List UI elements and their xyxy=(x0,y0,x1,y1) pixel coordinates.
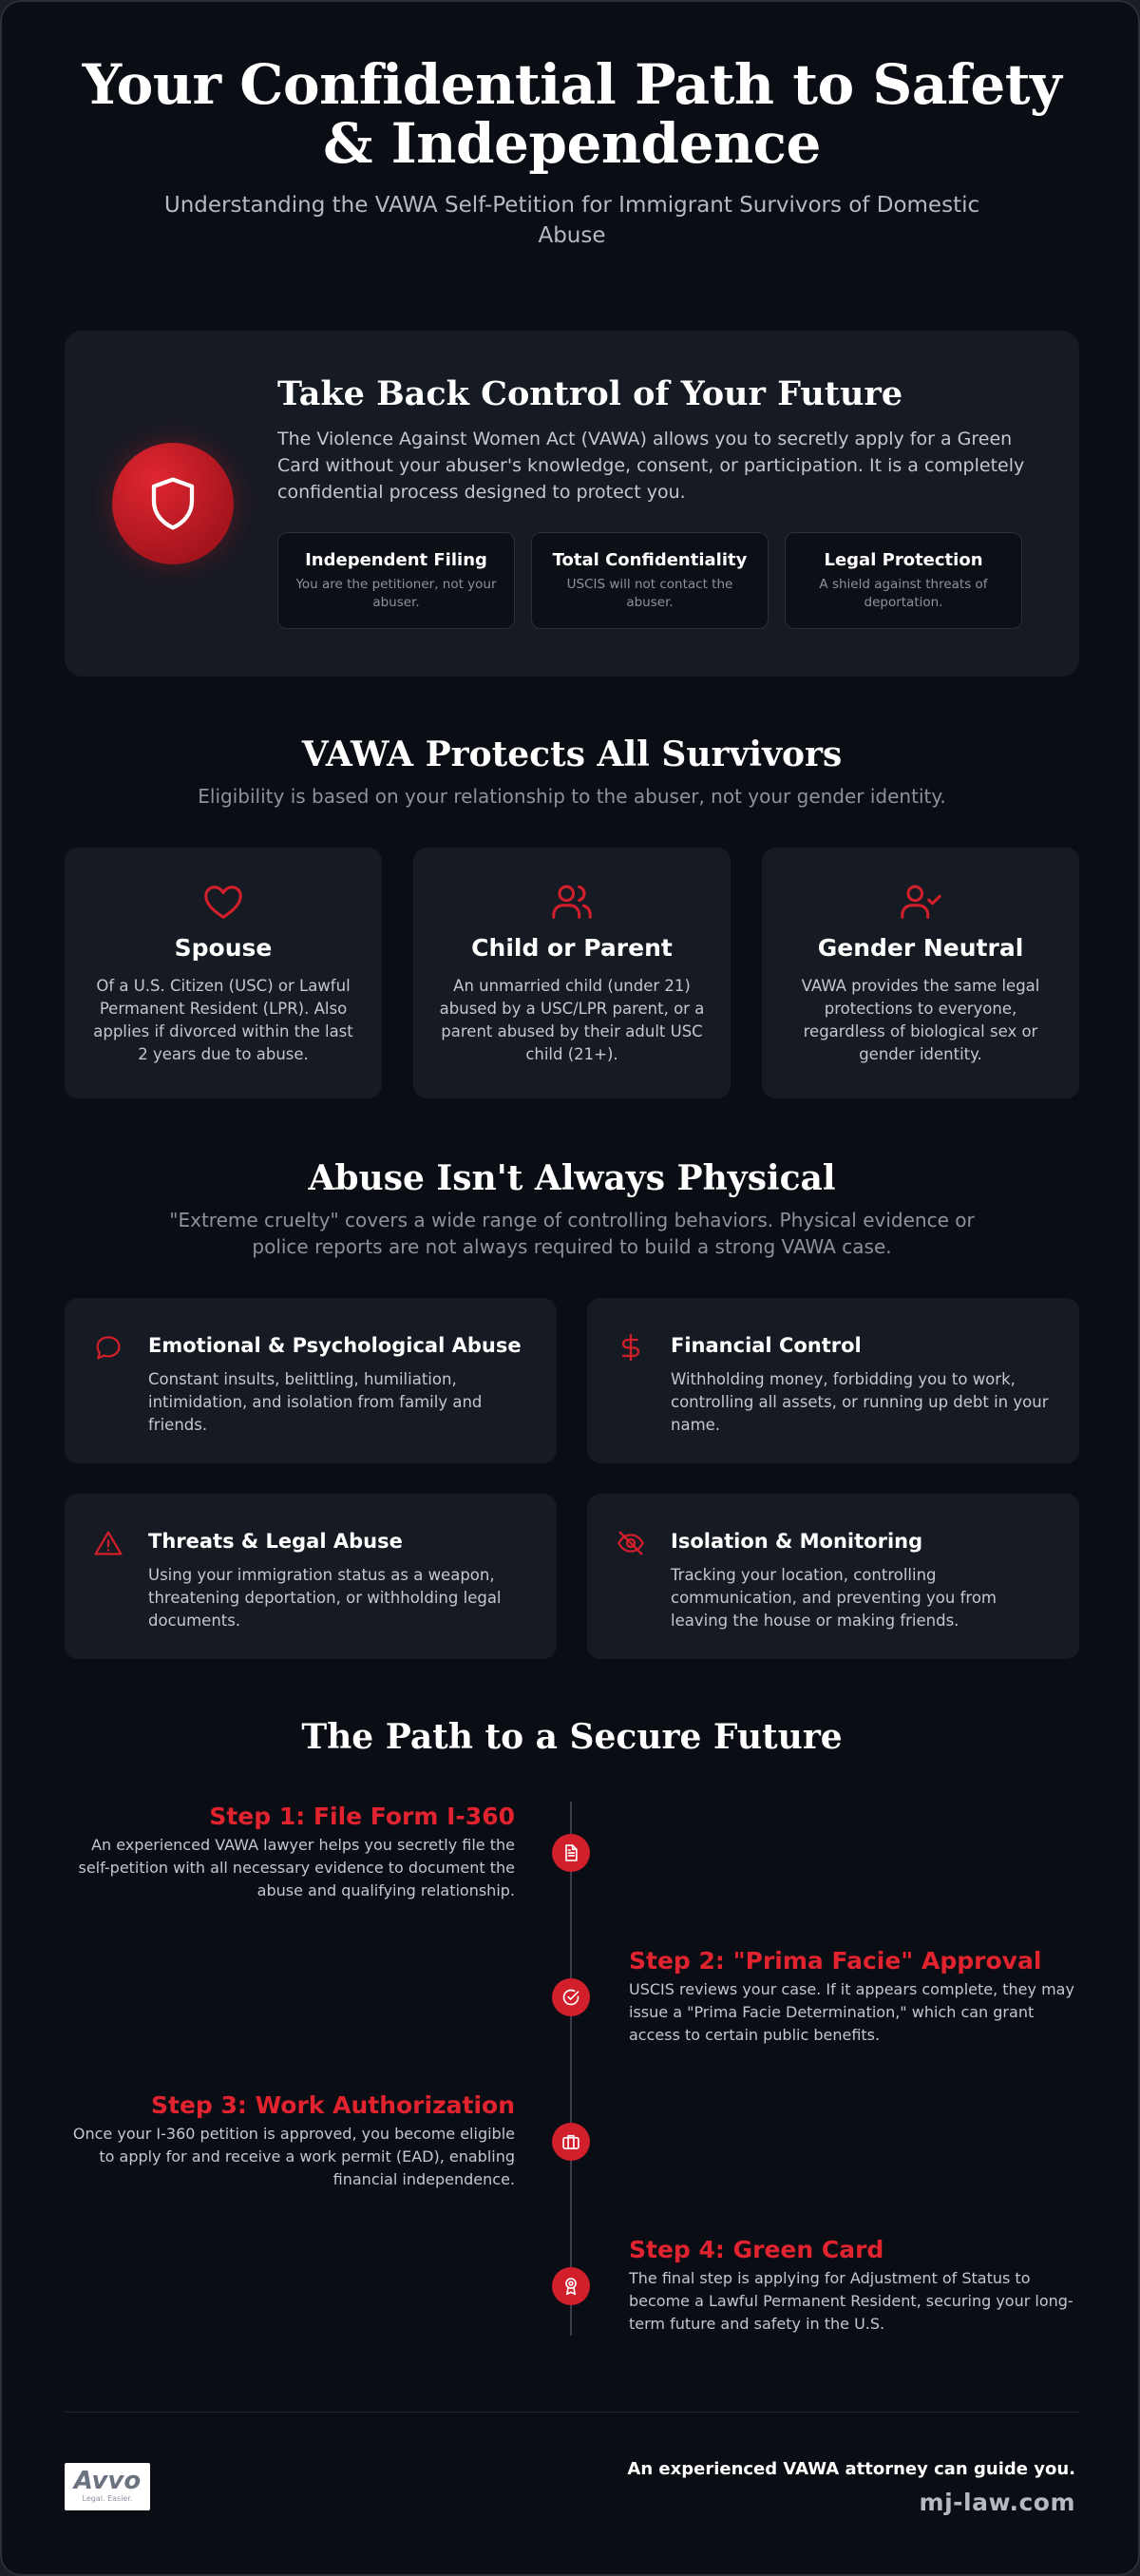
abuse-title: Abuse Isn't Always Physical xyxy=(308,1158,836,1198)
step-desc: USCIS reviews your case. If it appears complete, they may issue a "Prima Facie Determination," which can grant access to certain public benefits. xyxy=(629,1980,1074,2044)
abuse-card-emotional xyxy=(65,1298,557,1463)
shield-icon xyxy=(112,443,234,564)
feature-row xyxy=(277,532,1022,629)
abuse-card-isolation xyxy=(587,1494,1079,1659)
eye-off-icon xyxy=(616,1528,646,1558)
survivors-title: VAWA Protects All Survivors xyxy=(301,735,843,774)
page-subtitle: Understanding the VAWA Self-Petition for Immigrant Survivors of Domestic Abuse xyxy=(163,193,980,248)
abuse-card-desc: Withholding money, forbidding you to work, controlling all assets, or running up debt in your name. xyxy=(671,1370,1049,1434)
warning-icon xyxy=(93,1528,124,1558)
step-desc: An experienced VAWA lawyer helps you secretly file the self-petition with all necessary evidence to document the abuse and qualifying relationship. xyxy=(78,1836,515,1899)
step-title: Step 2: "Prima Facie" Approval xyxy=(629,1947,1042,1975)
abuse-card-desc: Using your immigration status as a weapon, threatening deportation, or withholding legal documents. xyxy=(148,1566,502,1630)
timeline-step-3 xyxy=(57,2090,515,2191)
feature-desc: A shield against threats of deportation. xyxy=(819,577,988,610)
survivor-card-child-or-parent xyxy=(413,848,731,1098)
feature-independent-filing xyxy=(277,532,515,629)
avvo-logo xyxy=(65,2463,150,2510)
hero-section xyxy=(59,52,1085,251)
user-check-icon xyxy=(787,880,1054,924)
check-circle-icon xyxy=(552,1978,590,2016)
feature-desc: USCIS will not contact the abuser. xyxy=(566,577,733,610)
step-title: Step 1: File Form I-360 xyxy=(209,1803,515,1830)
survivor-card-desc: Of a U.S. Citizen (USC) or Lawful Permanent Resident (LPR). Also applies if divorced within the last 2 years due to abuse. xyxy=(93,977,353,1063)
survivor-card-desc: An unmarried child (under 21) abused by a USC/LPR parent, or a parent abused by their adult USC child (21+). xyxy=(439,977,705,1063)
survivor-card-gender-neutral xyxy=(762,848,1079,1098)
cta-text: An experienced VAWA attorney can guide you. xyxy=(627,2459,1075,2479)
document-icon xyxy=(552,1834,590,1872)
abuse-subtitle: "Extreme cruelty" covers a wide range of controlling behaviors. Physical evidence or police reports are not always required to build a strong VAWA case. xyxy=(169,1209,975,1258)
abuse-card-desc: Tracking your location, controlling communication, and preventing you from leaving the house or making friends. xyxy=(671,1566,997,1630)
step-desc: The final step is applying for Adjustment of Status to become a Lawful Permanent Resident, securing your long-term future and safety in the U.S. xyxy=(629,2269,1074,2333)
intro-card xyxy=(65,331,1079,677)
survivor-card-title: Child or Parent xyxy=(471,934,673,962)
timeline-step-1 xyxy=(57,1802,515,1902)
footer-divider xyxy=(65,2412,1079,2413)
logo-tagline: Legal. Easier. xyxy=(82,2494,133,2503)
feature-desc: You are the petitioner, not your abuser. xyxy=(295,577,497,610)
survivor-card-spouse xyxy=(65,848,382,1098)
abuse-card-financial xyxy=(587,1298,1079,1463)
chat-bubble-icon xyxy=(93,1332,124,1363)
dollar-icon xyxy=(616,1332,646,1363)
abuse-card-title: Financial Control xyxy=(671,1334,862,1357)
feature-title: Independent Filing xyxy=(305,550,487,570)
survivor-card-title: Spouse xyxy=(174,934,273,962)
path-title: The Path to a Secure Future xyxy=(301,1717,843,1757)
feature-total-confidentiality xyxy=(531,532,769,629)
timeline-line xyxy=(570,1802,572,2336)
timeline-step-2 xyxy=(629,1946,1087,2047)
intro-text xyxy=(277,374,1037,506)
survivors-subtitle: Eligibility is based on your relationship to the abuser, not your gender identity. xyxy=(198,785,946,808)
website-link[interactable]: mj-law.com xyxy=(919,2489,1075,2516)
footer-cta xyxy=(627,2459,1075,2516)
feature-title: Total Confidentiality xyxy=(552,550,748,570)
feature-legal-protection xyxy=(785,532,1022,629)
page-title: Your Confidential Path to Safety & Independence xyxy=(82,52,1062,176)
feature-title: Legal Protection xyxy=(824,550,983,570)
timeline-step-4 xyxy=(629,2235,1087,2336)
survivor-card-desc: VAWA provides the same legal protections to everyone, regardless of biological sex or gender identity. xyxy=(801,977,1040,1063)
abuse-card-desc: Constant insults, belittling, humiliation, intimidation, and isolation from family and friends. xyxy=(148,1370,483,1434)
users-icon xyxy=(438,880,706,924)
abuse-card-title: Emotional & Psychological Abuse xyxy=(148,1334,522,1357)
heart-icon xyxy=(89,880,357,924)
abuse-card-title: Isolation & Monitoring xyxy=(671,1530,923,1553)
briefcase-icon xyxy=(552,2123,590,2161)
abuse-card-threats xyxy=(65,1494,557,1659)
logo-wordmark: Avvo xyxy=(73,2467,142,2495)
intro-title: Take Back Control of Your Future xyxy=(277,374,903,413)
step-desc: Once your I-360 petition is approved, you become eligible to apply for and receive a work permit (EAD), enabling financial independence. xyxy=(72,2125,515,2188)
award-icon xyxy=(552,2267,590,2305)
abuse-card-title: Threats & Legal Abuse xyxy=(148,1530,403,1553)
survivor-card-title: Gender Neutral xyxy=(817,934,1024,962)
intro-body: The Violence Against Women Act (VAWA) allows you to secretly apply for a Green Card without your abuser's knowledge, consent, or participation. It is a completely confidential process designed to protect you. xyxy=(277,429,1025,503)
step-title: Step 4: Green Card xyxy=(629,2236,884,2263)
step-title: Step 3: Work Authorization xyxy=(150,2091,515,2119)
